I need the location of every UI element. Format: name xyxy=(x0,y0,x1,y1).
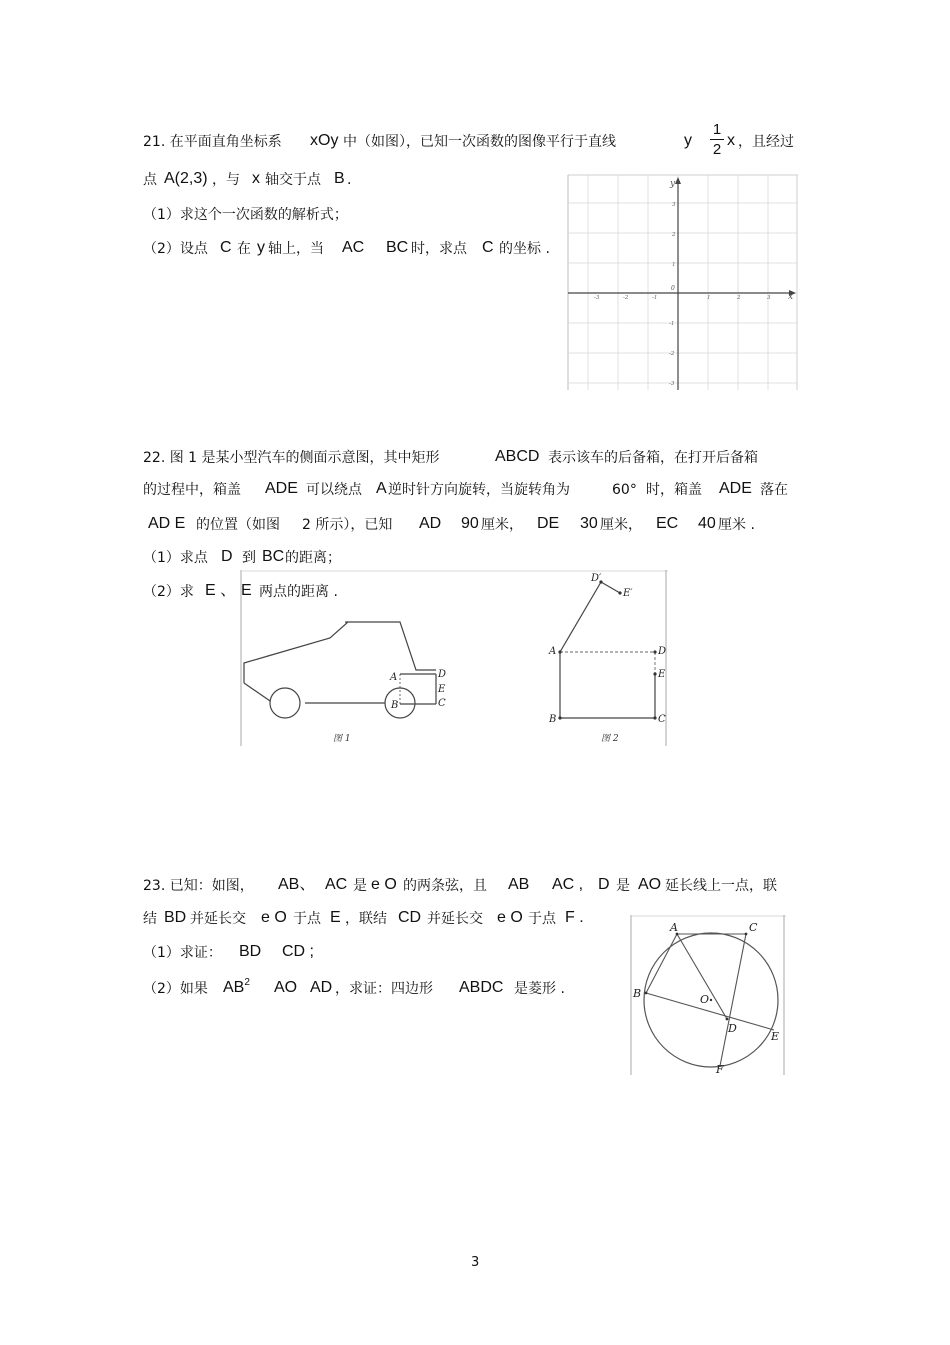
q21-p2-ac: AC xyxy=(342,239,365,256)
point-d xyxy=(726,1018,729,1021)
q22-l2-a: 的过程中，箱盖 xyxy=(143,482,241,498)
q23-circle-o: e O xyxy=(371,876,397,893)
q22-l3-b: 的位置（如图 xyxy=(196,517,280,533)
fig2-label-b: B xyxy=(549,714,557,725)
q23-l2-a: 结 xyxy=(143,911,157,927)
q23-ab-2: AB xyxy=(508,876,530,893)
q22-l2-c: 可以绕点 xyxy=(306,482,362,498)
q22-p1-d: D xyxy=(221,548,233,565)
q22-l3-c: 2 所示），已知 xyxy=(302,517,393,533)
q23-d: D xyxy=(598,876,610,893)
x-axis-label: x xyxy=(788,292,794,302)
q23-p2-ab-base: AB xyxy=(223,979,245,996)
q23-l2-c: 并延长交 xyxy=(190,911,246,927)
q23-p2-ao: AO xyxy=(274,979,298,996)
fig2-label-d: D xyxy=(658,646,667,657)
x-tick-label: -3 xyxy=(594,295,600,301)
q23-ab: AB、 xyxy=(278,876,316,893)
q22-p2-e-prime: E xyxy=(241,582,252,599)
q22-p2-e: E 、 xyxy=(205,582,237,599)
x-tick-label: -2 xyxy=(623,295,629,301)
q23-l1-f: 的两条弦，且 xyxy=(403,878,487,894)
origin-label: 0 xyxy=(671,285,675,292)
q23-ao: AO xyxy=(638,876,662,893)
q21-text-1: 中（如图），已知一次函数的图像平行于直线 xyxy=(343,134,616,150)
fig1-label-a: A xyxy=(390,672,398,683)
q22-p2-d: 两点的距离 . xyxy=(259,584,338,600)
q22-p2-a: （2）求 xyxy=(143,584,194,600)
q23-p2-abdc: ABDC xyxy=(459,979,504,996)
q23-ac-2: AC , xyxy=(552,876,584,893)
q23-p2-g: 是菱形 . xyxy=(514,981,565,997)
point-c xyxy=(745,933,748,936)
q23-ac: AC xyxy=(325,876,348,893)
q22-de: DE xyxy=(537,515,560,532)
q22-angle: 60° xyxy=(612,482,637,498)
q23-l2-e: 于点 xyxy=(293,911,321,927)
q22-l1-a: 22. 图 1 是某小型汽车的侧面示意图，其中矩形 xyxy=(143,450,440,466)
q22-ade-2: ADE xyxy=(719,480,752,497)
q21-l2-e: 轴交于点 xyxy=(265,172,321,188)
y-tick-label: -2 xyxy=(669,351,675,357)
y-tick-label: 1 xyxy=(672,262,676,268)
q23-p1-bd: BD xyxy=(239,943,262,960)
fig3-label-f: F xyxy=(716,1063,724,1076)
q22-p1-e: 的距离； xyxy=(285,550,341,566)
fig1-caption: 图 1 xyxy=(333,734,351,744)
q21-l2-g: . xyxy=(347,172,352,188)
q21-l2-a: 点 xyxy=(143,172,157,188)
q23-p2-exponent: 2 xyxy=(244,977,250,988)
page-number: 3 xyxy=(471,1255,480,1270)
q23-bd: BD xyxy=(164,909,187,926)
q23-p1-cd: CD ; xyxy=(282,943,314,960)
q21-fraction xyxy=(710,121,724,158)
q22-90: 90 xyxy=(461,515,479,532)
fig1-label-d: D xyxy=(438,669,447,680)
q22-ad-e: AD E xyxy=(148,515,186,532)
q23-f: F . xyxy=(565,909,584,926)
q21-l2-c: ，与 xyxy=(212,172,240,188)
fig2-label-e-prime: E′ xyxy=(623,588,633,599)
q21-number-text: 21. 在平面直角坐标系 xyxy=(143,134,282,150)
q23-circle-o-3: e O xyxy=(497,909,523,926)
q23-l1-a: 23. 已知：如图， xyxy=(143,878,254,894)
q22-abcd: ABCD xyxy=(495,448,540,465)
q23-l2-k: 于点 xyxy=(528,911,556,927)
q21-y: y xyxy=(684,132,692,149)
q23-p2-e: ，求证：四边形 xyxy=(335,981,433,997)
point-a xyxy=(558,650,561,653)
q23-l1-d: 是 xyxy=(353,878,367,894)
q22-point-a: A xyxy=(376,480,387,497)
q23-l1-l: 延长线上一点，联 xyxy=(665,878,777,894)
q22-30: 30 xyxy=(580,515,598,532)
q21-point-a: A(2,3) xyxy=(164,170,208,187)
y-tick-label: 2 xyxy=(672,232,676,238)
fig2-label-d-prime: D′ xyxy=(591,573,602,584)
q23-p2-ad: AD xyxy=(310,979,333,996)
point-b xyxy=(645,992,648,995)
q22-p1-c: 到 xyxy=(242,550,256,566)
q22-ad: AD xyxy=(419,515,442,532)
fig1-label-e: E xyxy=(438,684,446,695)
y-axis-label: y xyxy=(670,179,676,189)
fig2-label-c: C xyxy=(658,714,666,725)
x-tick-label: -1 xyxy=(652,295,658,301)
x-tick-label: 1 xyxy=(707,295,711,301)
fig2-label-e: E xyxy=(658,669,666,680)
y-axis-arrow xyxy=(675,177,681,184)
q21-p2-c2: C xyxy=(482,239,494,256)
q23-cd: CD xyxy=(398,909,422,926)
y-tick-label: -1 xyxy=(669,321,675,327)
q21-p2-bc: BC xyxy=(386,239,409,256)
q21-p2-h: 时，求点 xyxy=(411,241,467,257)
y-tick-label: -3 xyxy=(669,381,675,387)
q23-l2-i: 并延长交 xyxy=(427,911,483,927)
q21-p2-j: 的坐标 . xyxy=(499,241,550,257)
q22-l3-l: 厘米 . xyxy=(718,517,755,533)
x-tick-label: 3 xyxy=(767,295,771,301)
q22-l3-i: 厘米， xyxy=(600,517,642,533)
q21-p2-y: y xyxy=(257,239,265,256)
q21-p2-e: 轴上，当 xyxy=(268,241,324,257)
point-d xyxy=(653,650,656,653)
fig3-label-a: A xyxy=(670,921,678,934)
point-b xyxy=(558,716,561,719)
q21-x: x xyxy=(727,132,735,149)
q22-l2-i: 落在 xyxy=(760,482,788,498)
q22-l1-c: 表示该车的后备箱，在打开后备箱 xyxy=(548,450,758,466)
q21-part-1: （1）求这个一次函数的解析式； xyxy=(143,207,348,223)
q22-p1-bc: BC xyxy=(262,548,285,565)
q22-ade: ADE xyxy=(265,480,298,497)
q21-p2-c: C xyxy=(220,239,232,256)
fig3-label-o: O xyxy=(700,993,710,1006)
fig3-label-d: D xyxy=(728,1022,737,1035)
fig3-label-e: E xyxy=(771,1030,780,1043)
q22-ec: EC xyxy=(656,515,679,532)
q23-l2-g: ，联结 xyxy=(345,911,387,927)
q21-l2-x: x xyxy=(252,170,260,187)
fig3-label-c: C xyxy=(749,921,758,934)
q22-p1-a: （1）求点 xyxy=(143,550,208,566)
q22-l3-f: 厘米， xyxy=(481,517,523,533)
fraction-bar xyxy=(710,139,724,140)
q23-circle-o-2: e O xyxy=(261,909,287,926)
q21-xoy: xOy xyxy=(310,132,339,149)
q21-text-2: ，且经过 xyxy=(738,134,794,150)
q21-p2-a: （2）设点 xyxy=(143,241,208,257)
fig1-label-c: C xyxy=(438,698,446,709)
y-tick-label: 3 xyxy=(672,202,676,208)
q22-l2-g: 时，箱盖 xyxy=(646,482,702,498)
point-o xyxy=(710,999,712,1001)
q23-circle-figure xyxy=(630,915,786,1075)
q21-frac-denominator: 2 xyxy=(712,141,722,158)
fig3-label-b: B xyxy=(633,987,642,1000)
q23-e: E xyxy=(330,909,341,926)
q23-p2-a: （2）如果 xyxy=(143,981,208,997)
point-c xyxy=(653,716,656,719)
q23-p2-ab xyxy=(223,979,250,999)
fig2-label-a: A xyxy=(549,646,557,657)
fig1-label-b: B xyxy=(391,700,399,711)
point-e-prime xyxy=(618,591,621,594)
q22-40: 40 xyxy=(698,515,716,532)
q21-p2-text: 在 xyxy=(237,241,251,257)
q22-l2-e: 逆时针方向旋转，当旋转角为 xyxy=(388,482,570,498)
q21-point-b: B xyxy=(334,170,345,187)
q21-frac-numerator: 1 xyxy=(712,121,722,138)
q21-coordinate-graph xyxy=(568,175,798,390)
open-trunk xyxy=(560,582,655,718)
q23-l1-j: 是 xyxy=(616,878,630,894)
q23-p1-a: （1）求证： xyxy=(143,945,222,961)
fig2-caption: 图 2 xyxy=(601,734,619,744)
point-e xyxy=(653,672,656,675)
x-tick-label: 2 xyxy=(737,295,741,301)
front-wheel xyxy=(270,688,300,718)
q22-figures xyxy=(240,570,668,746)
